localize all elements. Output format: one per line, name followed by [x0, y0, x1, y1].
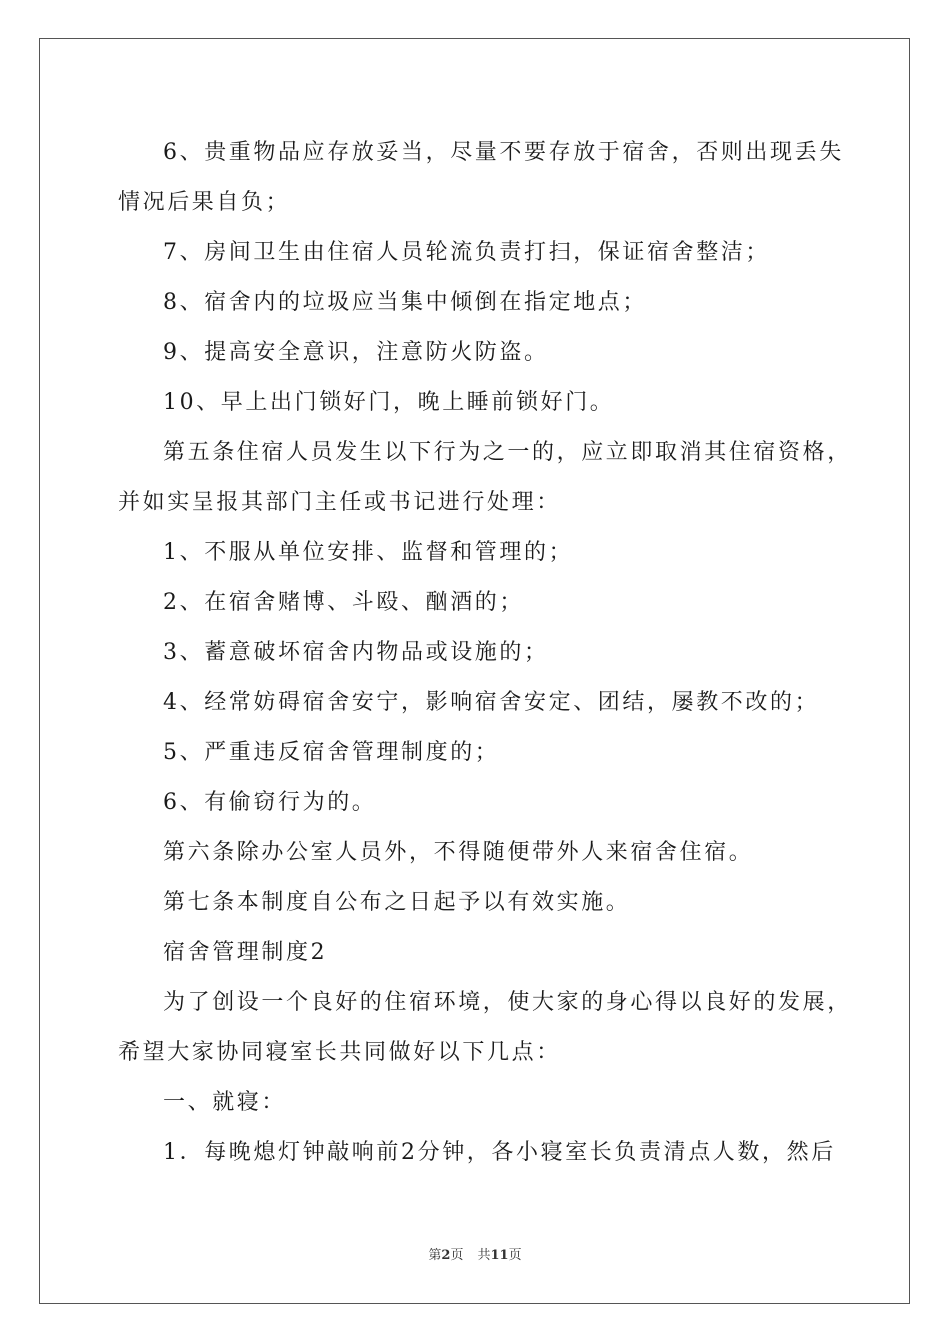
text-line: 一、就寝：: [163, 1090, 287, 1115]
page-footer: [0, 1246, 950, 1266]
page-number-prefix: 第: [428, 1248, 442, 1263]
text-line: 1．每晚熄灯钟敲响前2分钟，各小寝室长负责清点人数，然后: [163, 1140, 836, 1165]
text-line: 1、不服从单位安排、监督和管理的；: [163, 540, 574, 565]
text-line: 6、有偷窃行为的。: [163, 790, 377, 815]
text-line: 5、严重违反宿舍管理制度的；: [163, 740, 500, 765]
section-heading: 宿舍管理制度2: [163, 940, 328, 965]
text-line: 10、早上出门锁好门，晚上睡前锁好门。: [163, 390, 615, 415]
text-line: 6、贵重物品应存放妥当，尽量不要存放于宿舍，否则出现丢失: [163, 140, 844, 165]
text-line: 情况后果自负；: [118, 190, 291, 215]
text-line: 希望大家协同寝室长共同做好以下几点：: [118, 1040, 561, 1065]
text-line: 并如实呈报其部门主任或书记进行处理：: [118, 490, 561, 515]
text-line: 2、在宿舍赌博、斗殴、酗酒的；: [163, 590, 524, 615]
text-line: 7、房间卫生由住宿人员轮流负责打扫，保证宿舍整洁；: [163, 240, 770, 265]
page-number-current: 2: [441, 1248, 451, 1263]
page-total-suffix: 页: [508, 1248, 522, 1263]
text-line: 9、提高安全意识，注意防火防盗。: [163, 340, 549, 365]
document-body: [118, 128, 852, 1178]
text-line: 4、经常妨碍宿舍安宁，影响宿舍安定、团结，屡教不改的；: [163, 690, 820, 715]
text-line: 为了创设一个良好的住宿环境，使大家的身心得以良好的发展，: [163, 990, 852, 1015]
text-line: 第五条住宿人员发生以下行为之一的，应立即取消其住宿资格，: [163, 440, 852, 465]
text-line: 8、宿舍内的垃圾应当集中倾倒在指定地点；: [163, 290, 647, 315]
text-line: 第七条本制度自公布之日起予以有效实施。: [163, 890, 631, 915]
text-line: 3、蓄意破坏宿舍内物品或设施的；: [163, 640, 549, 665]
page-total: 11: [490, 1248, 509, 1263]
page-number-suffix: 页: [450, 1248, 464, 1263]
page-total-prefix: 共: [477, 1248, 491, 1263]
text-line: 第六条除办公室人员外，不得随便带外人来宿舍住宿。: [163, 840, 754, 865]
